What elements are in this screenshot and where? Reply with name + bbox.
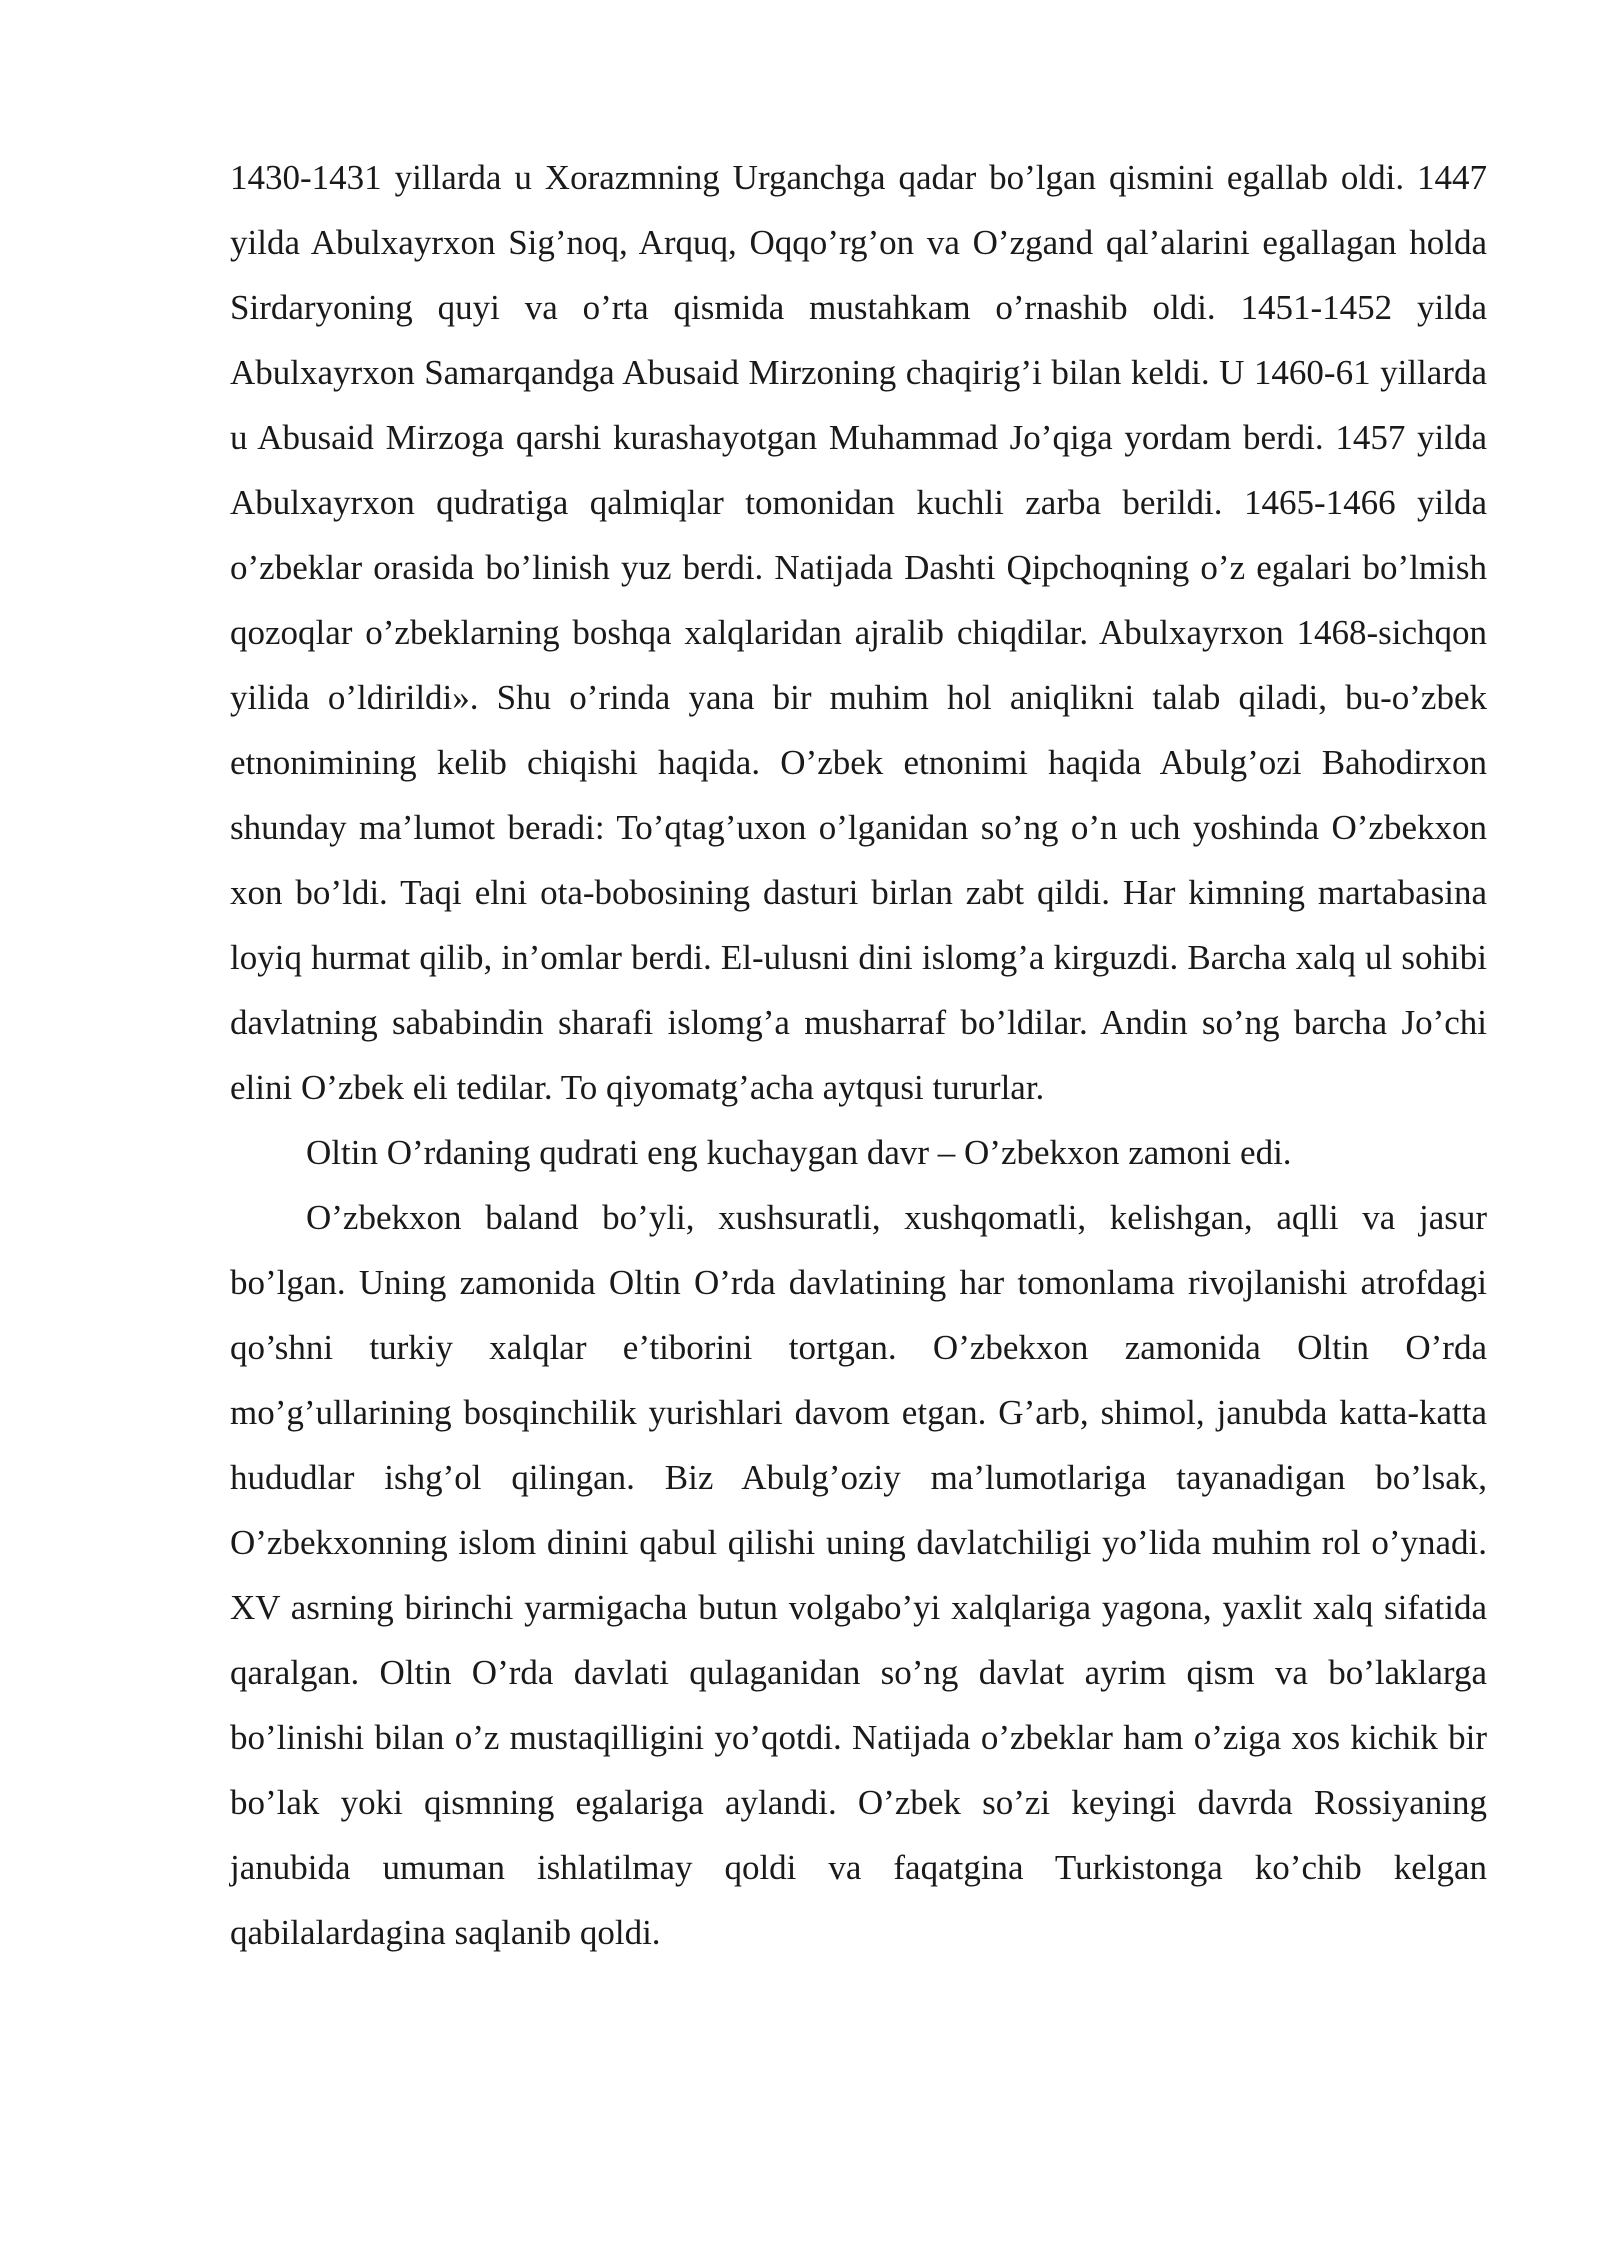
paragraph-3: O’zbekxon baland bo’yli, xushsuratli, xushqomatli, kelishgan, aqlli va jasur bo’lgan. Uning zamonida Oltin O’rda davlatining har tomonlama rivojlanishi atrofdagi qo’shni turkiy xalqlar e’tiborini tortgan. O’zbekxon zamonida Oltin O’rda mo’g’ullarining bosqinchilik yurishlari davom etgan. G’arb, shimol, janubda katta-katta hududlar ishg’ol qilingan. Biz Abulg’oziy ma’lumotlariga tayanadigan bo’lsak, O’zbekxonning islom dinini qabul qilishi uning davlatchiligi yo’lida muhim rol o’ynadi. XV asrning birinchi yarmigacha butun volgabo’yi xalqlariga yagona, yaxlit xalq sifatida qaralgan. Oltin O’rda davlati qulaganidan so’ng davlat ayrim qism va bo’laklarga bo’linishi bilan o’z mustaqilligini yo’qotdi. Natijada o’zbeklar ham o’ziga xos kichik bir bo’lak yoki qismning egalariga aylandi. O’zbek so’zi keyingi davrda Rossiyaning janubida umuman ishlatilmay qoldi va faqatgina Turkistonga ko’chib kelgan qabilalardagina saqlanib qoldi. — [230, 1198, 1487, 1952]
paragraph-2: Oltin O’rdaning qudrati eng kuchaygan davr – O’zbekxon zamoni edi. — [306, 1133, 1292, 1172]
document-page — [230, 145, 1487, 1965]
paragraph-1: 1430-1431 yillarda u Xorazmning Urganchga qadar bo’lgan qismini egallab oldi. 1447 yilda Abulxayrxon Sig’noq, Arquq, Oqqo’rg’on va O’zgand qal’alarini egallagan holda Sirdaryoning quyi va o’rta qismida mustahkam o’rnashib oldi. 1451-1452 yilda Abulxayrxon Samarqandga Abusaid Mirzoning chaqirig’i bilan keldi. U 1460-61 yillarda u Abusaid Mirzoga qarshi kurashayotgan Muhammad Jo’qiga yordam berdi. 1457 yilda Abulxayrxon qudratiga qalmiqlar tomonidan kuchli zarba berildi. 1465-1466 yilda o’zbeklar orasida bo’linish yuz berdi. Natijada Dashti Qipchoqning o’z egalari bo’lmish qozoqlar o’zbeklarning boshqa xalqlaridan ajralib chiqdilar. Abulxayrxon 1468-sichqon yilida o’ldirildi». Shu o’rinda yana bir muhim hol aniqlikni talab qiladi, bu-o’zbek etnonimining kelib chiqishi haqida. O’zbek etnonimi haqida Abulg’ozi Bahodirxon shunday ma’lumot beradi: To’qtag’uxon o’lganidan so’ng o’n uch yoshinda O’zbekxon xon bo’ldi. Taqi elni ota-bobosining dasturi birlan zabt qildi. Har kimning martabasina loyiq hurmat qilib, in’omlar berdi. El-ulusni dini islomg’a kirguzdi. Barcha xalq ul sohibi davlatning sababindin sharafi islomg’a musharraf bo’ldilar. Andin so’ng barcha Jo’chi elini O’zbek eli tedilar. To qiyomatg’acha aytqusi tururlar. — [230, 158, 1487, 1107]
